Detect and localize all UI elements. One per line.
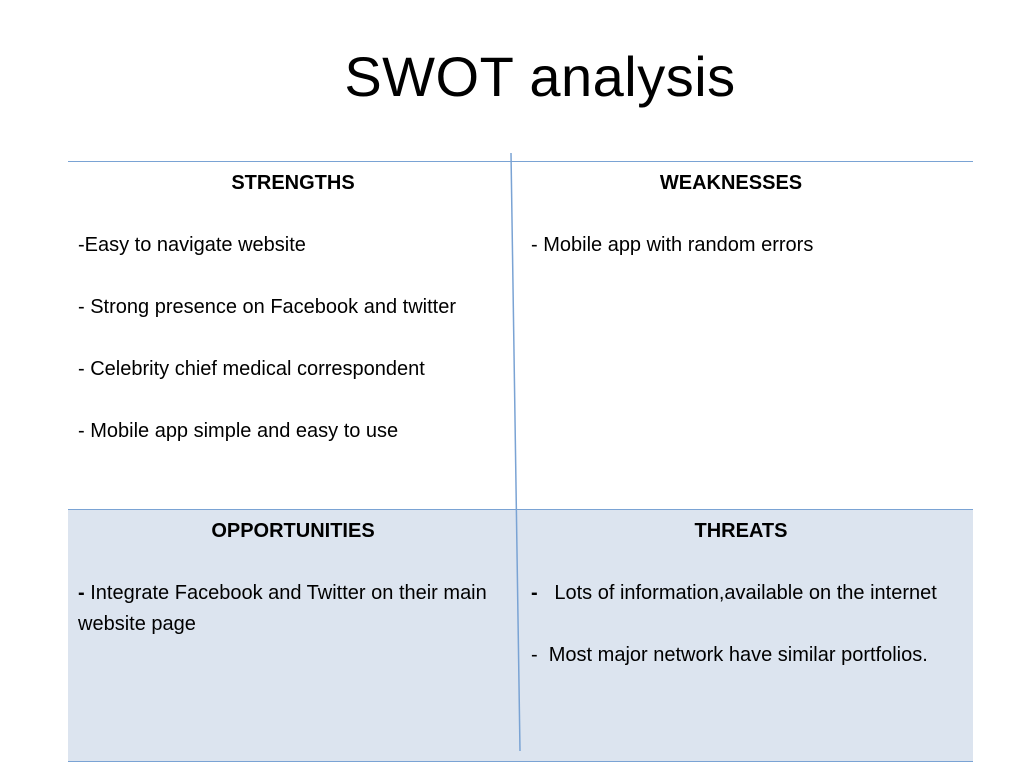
opportunity-dash: - <box>78 582 85 604</box>
swot-table <box>68 161 973 762</box>
threat-text: - Most major network have similar portfolios. <box>531 644 928 666</box>
threat-item <box>531 578 951 609</box>
strengths-heading: STRENGTHS <box>231 172 355 194</box>
slide-title: SWOT analysis <box>344 45 736 108</box>
strength-item: - Celebrity chief medical correspondent <box>78 358 425 380</box>
strength-item: -Easy to navigate website <box>78 234 306 256</box>
threats-quadrant <box>531 516 951 671</box>
threat-text: Lots of information,available on the internet <box>537 582 937 604</box>
threat-dash: - <box>531 582 538 604</box>
strengths-quadrant <box>78 168 508 447</box>
weaknesses-heading: WEAKNESSES <box>659 172 803 194</box>
opportunities-quadrant <box>78 516 508 640</box>
strength-item: - Mobile app simple and easy to use <box>78 420 399 442</box>
threats-heading: THREATS <box>694 520 788 542</box>
strength-item: - Strong presence on Facebook and twitter <box>78 296 456 318</box>
opportunities-heading: OPPORTUNITIES <box>211 520 375 542</box>
threat-item <box>531 640 951 671</box>
weaknesses-quadrant <box>531 168 931 261</box>
opportunity-text: Integrate Facebook and Twitter on their main website page <box>78 582 493 635</box>
weakness-item: - Mobile app with random errors <box>531 234 814 256</box>
opportunity-item <box>78 578 508 640</box>
